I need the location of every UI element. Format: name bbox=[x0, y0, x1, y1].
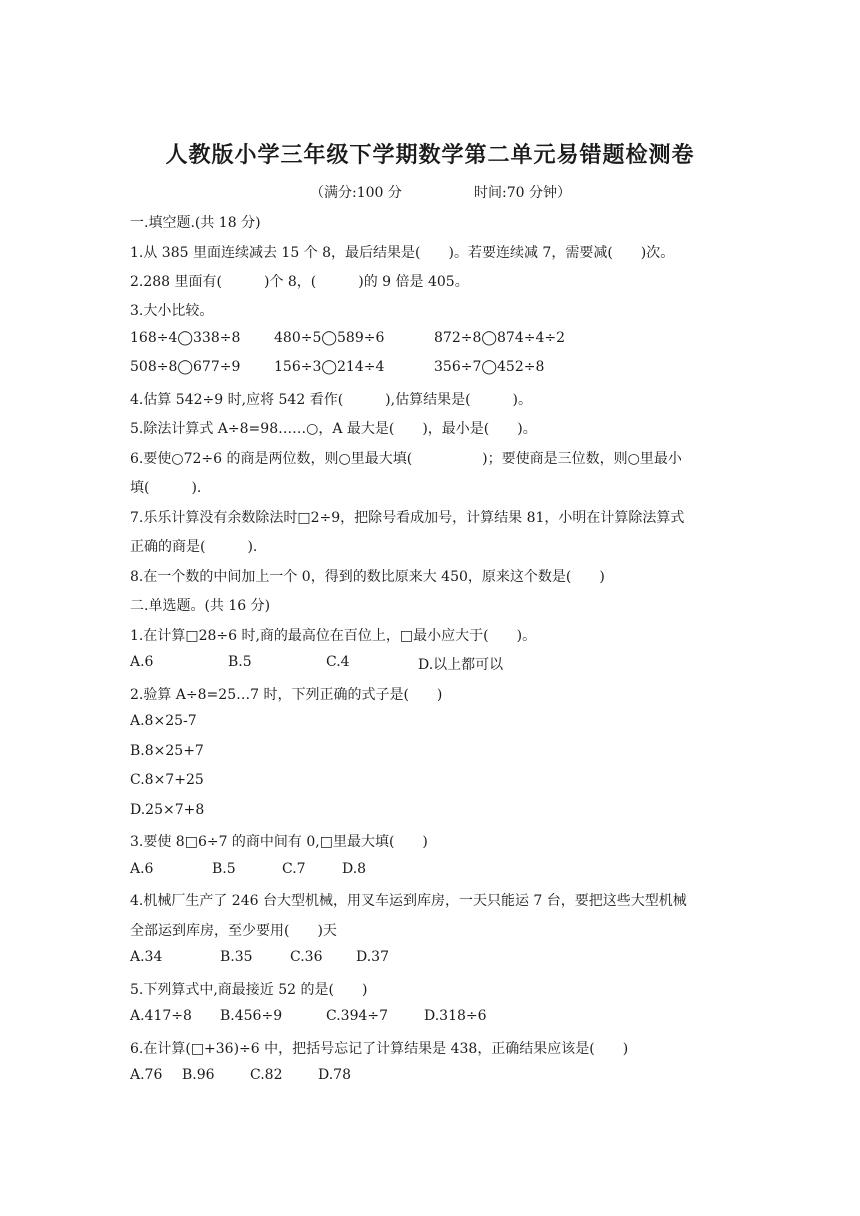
option: A.6 bbox=[130, 654, 154, 670]
option: B.8×25+7 bbox=[130, 743, 204, 759]
compare-item: 156÷3◯214÷4 bbox=[274, 359, 385, 375]
s2-question-1: 1.在计算□28÷6 时,商的最高位在百位上，□最小应大于( )。 bbox=[130, 628, 537, 644]
page-title: 人教版小学三年级下学期数学第二单元易错题检测卷 bbox=[165, 143, 695, 168]
option: B.35 bbox=[220, 949, 253, 965]
option: D.37 bbox=[356, 949, 389, 965]
option: B.5 bbox=[228, 654, 252, 670]
s2-question-5: 5.下列算式中,商最接近 52 的是( ) bbox=[130, 982, 368, 998]
s1-question-6-cont: 填( ). bbox=[130, 480, 202, 496]
s1-question-2: 2.288 里面有( )个 8，( )的 9 倍是 405。 bbox=[130, 274, 469, 290]
option: C.7 bbox=[282, 861, 306, 877]
option: B.456÷9 bbox=[220, 1008, 283, 1024]
s1-question-1: 1.从 385 里面连续减去 15 个 8，最后结果是( )。若要连续减 7，需要减( )次。 bbox=[130, 245, 675, 261]
option: C.36 bbox=[290, 949, 323, 965]
s1-question-6: 6.要使○72÷6 的商是两位数，则○里最大填( )；要使商是三位数，则○里最小 bbox=[130, 451, 682, 467]
s1-question-5: 5.除法计算式 A÷8=98……○，A 最大是( )，最小是( )。 bbox=[130, 421, 537, 437]
section1-heading: 一.填空题.(共 18 分) bbox=[130, 215, 261, 231]
compare-item: 168÷4◯338÷8 bbox=[130, 330, 241, 346]
s1-question-4: 4.估算 542÷9 时,应将 542 看作( ),估算结果是( )。 bbox=[130, 392, 532, 408]
option: A.76 bbox=[130, 1067, 163, 1083]
option: C.82 bbox=[250, 1067, 283, 1083]
option: A.34 bbox=[130, 949, 163, 965]
s1-question-8: 8.在一个数的中间加上一个 0，得到的数比原来大 450，原来这个数是( ) bbox=[130, 569, 605, 585]
s2-question-4: 4.机械厂生产了 246 台大型机械，用叉车运到库房，一天只能运 7 台，要把这些大型机械 bbox=[130, 893, 687, 909]
section2-heading: 二.单选题。(共 16 分) bbox=[130, 598, 271, 614]
option: D.318÷6 bbox=[424, 1008, 487, 1024]
option: C.394÷7 bbox=[326, 1008, 389, 1024]
option: A.8×25-7 bbox=[130, 713, 197, 729]
s1-question-7-cont: 正确的商是( ). bbox=[130, 539, 258, 555]
option: A.6 bbox=[130, 861, 154, 877]
option: B.96 bbox=[182, 1067, 215, 1083]
s2-question-6: 6.在计算(□+36)÷6 中，把括号忘记了计算结果是 438，正确结果应该是( ) bbox=[130, 1041, 629, 1057]
compare-item: 508÷8◯677÷9 bbox=[130, 359, 241, 375]
compare-item: 480÷5◯589÷6 bbox=[274, 330, 385, 346]
full-score: （满分:100 分 bbox=[310, 185, 402, 201]
compare-item: 356÷7◯452÷8 bbox=[434, 359, 545, 375]
option: C.8×7+25 bbox=[130, 772, 204, 788]
s1-question-7: 7.乐乐计算没有余数除法时□2÷9，把除号看成加号，计算结果 81，小明在计算除法算式 bbox=[130, 510, 685, 526]
s2-question-3: 3.要使 8□6÷7 的商中间有 0,□里最大填( ) bbox=[130, 834, 428, 850]
option: D.78 bbox=[318, 1067, 351, 1083]
option: B.5 bbox=[212, 861, 236, 877]
s2-question-4-cont: 全部运到库房，至少要用( )天 bbox=[130, 923, 337, 939]
option: C.4 bbox=[326, 654, 350, 670]
option: A.417÷8 bbox=[130, 1008, 192, 1024]
option: D.以上都可以 bbox=[418, 657, 504, 673]
time-limit: 时间:70 分钟） bbox=[474, 185, 571, 201]
compare-item: 872÷8◯874÷4÷2 bbox=[434, 330, 566, 346]
option: D.25×7+8 bbox=[130, 802, 205, 818]
s1-question-3: 3.大小比较。 bbox=[130, 303, 214, 319]
s2-question-2: 2.验算 A÷8=25…7 时，下列正确的式子是( ) bbox=[130, 687, 443, 703]
option: D.8 bbox=[342, 861, 367, 877]
